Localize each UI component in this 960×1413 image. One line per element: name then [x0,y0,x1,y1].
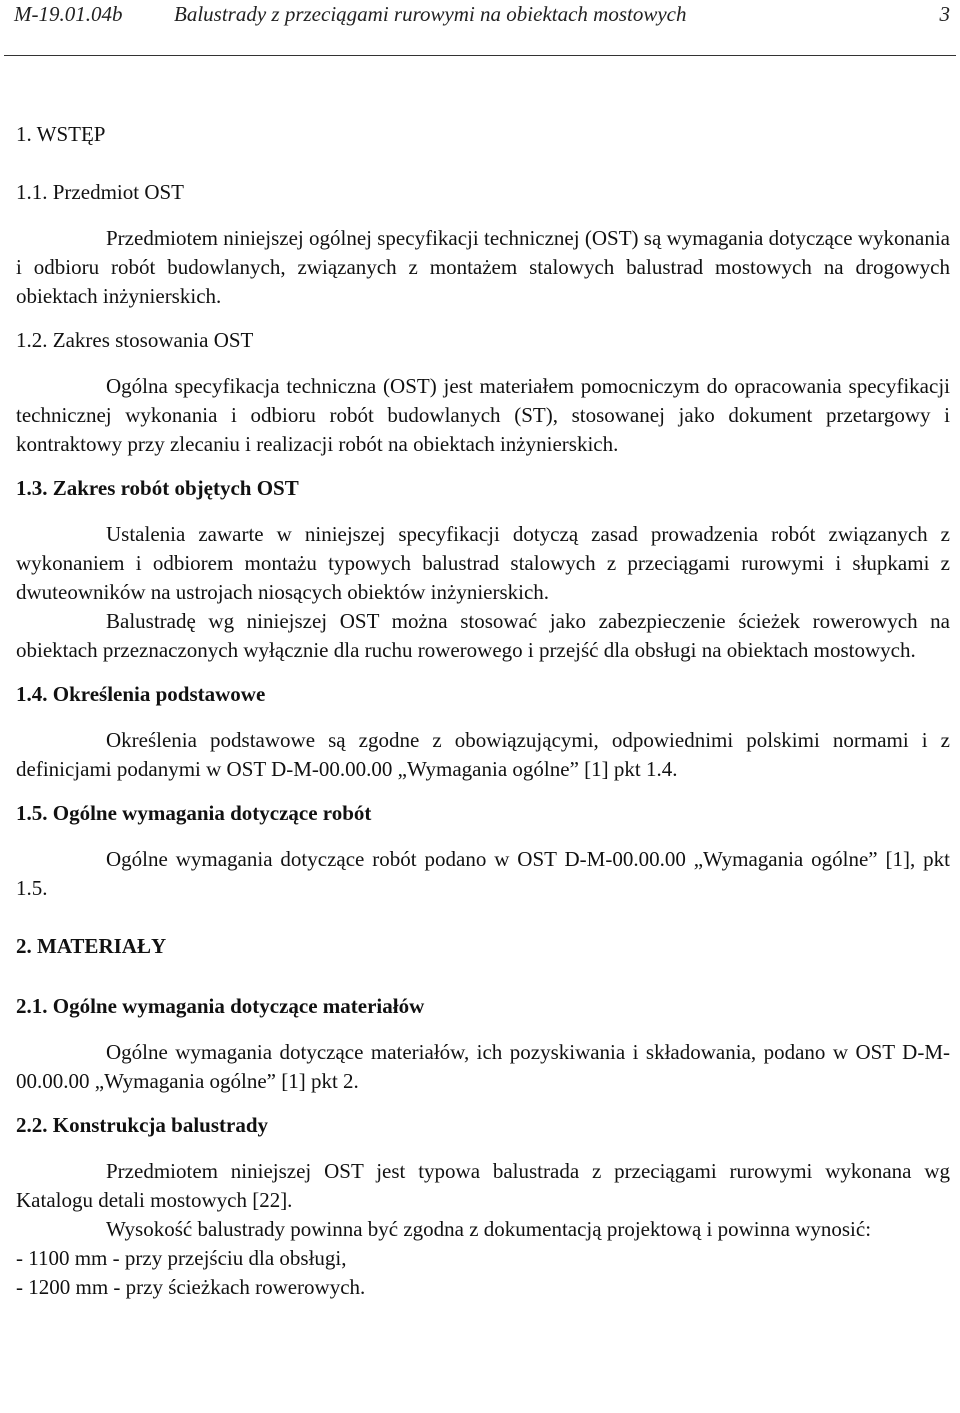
section-1-2-title: Zakres stosowania OST [52,328,254,352]
section-2-1-text: Ogólne wymagania dotyczące materiałów, ich pozyskiwania i składowania, podano w OST D-M-00.00.00 „Wymagania ogólne” [1] pkt 2. [16,1040,950,1093]
section-1-5-text: Ogólne wymagania dotyczące robót podano w OST D-M-00.00.00 „Wymagania ogólne” [1], pkt 1.5. [16,847,950,900]
section-1-3-text-2: Balustradę wg niniejszej OST można stosować jako zabezpieczenie ścieżek rowerowych na obiektach przeznaczonych wyłącznie dla ruchu rowerowego i przejść dla obsługi na obiektach mostowych. [16,609,950,662]
page-header [14,0,950,56]
section-1-3-text-1: Ustalenia zawarte w niniejszej specyfikacji dotyczą zasad prowadzenia robót związanych z wykonaniem i odbiorem montażu typowych balustrad stalowych z przeciągami rurowymi i słupkami z dwuteowników na ustrojach niosących obiektów inżynierskich. [16,522,950,604]
list-item: - 1200 mm - przy ścieżkach rowerowych. [16,1275,366,1299]
document-title: Balustrady z przeciągami rurowymi na obiektach mostowych [174,2,687,26]
header-divider [4,55,956,56]
section-1-2-number: 1.2. [16,328,48,352]
section-2-2-heading: 2.2. Konstrukcja balustrady [16,1113,269,1137]
list-item: - 1100 mm - przy przejściu dla obsługi, [16,1246,347,1270]
section-1-4-heading: 1.4. Określenia podstawowe [16,682,266,706]
document-body [16,120,950,1302]
section-1-2-text: Ogólna specyfikacja techniczna (OST) jest materiałem pomocniczym do opracowania specyfikacji technicznej wykonania i odbioru robót budowlanych (ST), stosowanej jako dokument przetargowy i kontraktowy przy zlecaniu i realizacji robót na obiektach inżynierskich. [16,374,950,456]
section-1-1-text: Przedmiotem niniejszej ogólnej specyfikacji technicznej (OST) są wymagania dotyczące wykonania i odbioru robót budowlanych, związanych z montażem stalowych balustrad mostowych na drogowych obiektach inżynierskich. [16,226,950,308]
section-2-heading: 2. MATERIAŁY [16,934,167,958]
page-number: 3 [939,2,950,26]
section-1-3-heading: 1.3. Zakres robót objętych OST [16,476,299,500]
section-1-1-heading: 1.1. Przedmiot OST [16,180,184,204]
section-1-2-heading [16,326,950,355]
document-code: M-19.01.04b [14,2,123,26]
section-1-5-heading: 1.5. Ogólne wymagania dotyczące robót [16,801,372,825]
section-2-1-heading: 2.1. Ogólne wymagania dotyczące materiałów [16,994,425,1018]
section-1-4-text: Określenia podstawowe są zgodne z obowiązującymi, odpowiednimi polskimi normami i z definicjami podanymi w OST D-M-00.00.00 „Wymagania ogólne” [1] pkt 1.4. [16,728,950,781]
section-1-heading: 1. WSTĘP [16,122,106,146]
section-2-2-text-2: Wysokość balustrady powinna być zgodna z dokumentacją projektową i powinna wynosić: [106,1217,872,1241]
section-2-2-text-1: Przedmiotem niniejszej OST jest typowa balustrada z przeciągami rurowymi wykonana wg Katalogu detali mostowych [22]. [16,1159,950,1212]
